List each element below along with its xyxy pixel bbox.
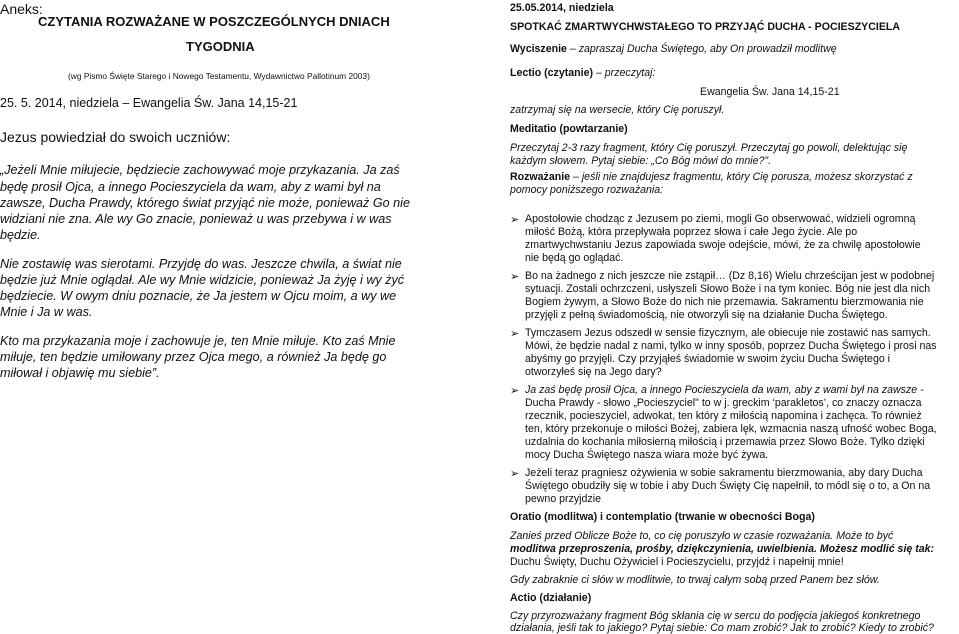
intro-text: Jezus powiedział do swoich uczniów: (0, 129, 231, 145)
arrow-bullet-icon: ➢ (510, 385, 520, 397)
arrow-bullet-icon: ➢ (510, 214, 520, 226)
silence-row (510, 43, 837, 55)
reading-date: 25.05.2014, niedziela (510, 2, 614, 14)
bullet-line: miłość Bożą, która przepływała poprzez słowa i całe Jego życie. Ale po (525, 226, 858, 238)
actio-label: Actio (działanie) (510, 592, 592, 604)
arrow-bullet-icon: ➢ (510, 468, 520, 480)
lectio-row (510, 67, 655, 79)
gospel-line: Mnie i Ja w was. (0, 305, 93, 319)
source-note: (wg Pismo Święte Starego i Nowego Testamentu, Wydawnictwo Pallotinum 2003) (68, 71, 370, 81)
gospel-line: będę prosił Ojca, a innego Pocieszyciela da wam, aby z wami był na (0, 180, 381, 194)
bullet-line: Ducha Prawdy - słowo „Pocieszyciel" to w j. greckim ‘parakletos’, co znaczy oznacza (525, 397, 922, 409)
bullet-line: zmartwychwstaniu Jezus zapowiada swoje odejście, mówi, że za chwilę apostołowie (525, 239, 921, 251)
annex-label: Aneks: (0, 1, 43, 17)
page-title-line2: TYGODNIA (186, 39, 255, 54)
bullet-line: pewno przyjdzie (525, 493, 601, 505)
lectio-label: Lectio (czytanie) (510, 67, 594, 79)
arrow-bullet-icon: ➢ (510, 328, 520, 340)
bullet-line: rzecznik, pocieszyciel, adwokat, ten który z miłością napomina i zachęca. To również (525, 410, 922, 422)
date-heading: 25. 5. 2014, niedziela – Ewangelia Św. Jana 14,15-21 (0, 96, 298, 110)
bullet-line: Apostołowie chodząc z Jezusem po ziemi, mogli Go obserwować, widzieli ogromną (525, 213, 916, 225)
meditatio-line: Przeczytaj 2-3 razy fragment, który Cię poruszył. Przeczytaj go powoli, delektując się (510, 142, 908, 154)
gospel-line: Nie zostawię was sierotami. Przyjdę do was. Jeszcze chwila, a świat nie (0, 257, 402, 271)
bullet-line: uzdalnia do kochania miłosierną miłością i przemawia przez Słowo Boże. Tylko dzięki (525, 436, 925, 448)
reflection-row (510, 171, 913, 183)
meditatio-label: Meditatio (powtarzanie) (510, 123, 628, 135)
oratio-line: Zanieś przed Oblicze Boże to, co cię poruszyło w czasie rozważania. Może to być (510, 530, 894, 542)
arrow-bullet-icon: ➢ (510, 271, 520, 283)
reflection-text: – jeśli nie znajdujesz fragmentu, który Cię porusza, możesz skorzystać z (570, 171, 913, 183)
reading-heading: SPOTKAĆ ZMARTWYCHWSTAŁEGO TO PRZYJĄĆ DUCHA - POCIESZYCIELA (510, 21, 901, 33)
bullet-line: Jeżeli teraz pragniesz ożywienia w sobie sakramentu bierzmowania, aby dary Ducha (525, 467, 923, 479)
silence-label: Wyciszenie (510, 43, 567, 55)
gospel-line: miłował i objawię mu siebie”. (0, 366, 160, 380)
actio-line: działania, jeśli tak to jakiego? Pytaj siebie: Co mam zrobić? Jak to zrobić? Kiedy to zrobić? (510, 622, 934, 634)
oratio-line: Duchu Święty, Duchu Ożywiciel i Pocieszycielu, przyjdź i napełnij mnie! (510, 556, 844, 568)
actio-line: Czy przyrozważany fragment Bóg skłania cię w sercu do podjęcia jakiegoś konkretnego (510, 610, 921, 622)
stop-text: zatrzymaj się na wersecie, który Cię poruszył. (510, 104, 725, 116)
gospel-line: miłuje, ten będzie umiłowany przez Ojca mego, a również Ja będę go (0, 350, 387, 364)
stay-text: Gdy zabraknie ci słów w modlitwie, to trwaj całym sobą przed Panem bez słów. (510, 574, 880, 586)
bullet-line: otworzyłeś się na Jego dary? (525, 366, 662, 378)
lectio-text: – przeczytaj: (593, 67, 656, 79)
gospel-line: będzie. (0, 228, 41, 242)
bullet-line: ten, który przekonuje o miłości Bożej, zabiera lęk, wzmacnia naszą ufność wobec Boga, (525, 423, 937, 435)
silence-text: – zapraszaj Ducha Świętego, aby On prowadził modlitwę (566, 43, 837, 55)
bullet-line: Świętego obudziły się w tobie i aby Duch Święty Cię napełnił, to módl się o to, a On na (525, 480, 931, 492)
meditatio-line: każdym słowem. Pytaj siebie: „Co Bóg mówi do mnie?". (510, 155, 772, 167)
oratio-label: Oratio (modlitwa) i contemplatio (trwanie w obecności Boga) (510, 511, 815, 523)
reflection-line: pomocy poniższego rozważania: (510, 184, 664, 196)
bullet-line: przyjęli z pełną świadomością, nie otworzyli się na działanie Ducha Świętego. (525, 309, 888, 321)
bullet-line: Bogiem żywym, a Słowo Boże do nich nie przemawia. Sakramentu bierzmowania nie (525, 296, 924, 308)
oratio-line: modlitwa przeproszenia, prośby, dziękczynienia, uwielbienia. Możesz modlić się tak: (510, 543, 935, 555)
gospel-line: będziecie. W owym dniu poznacie, że Ja jestem w Ojcu moim, a wy we (0, 289, 397, 303)
bullet-line: Ja zaś będę prosił Ojca, a innego Pocieszyciela da wam, aby z wami był na zawsze - (525, 384, 924, 396)
bullet-line: sytuacji. Zostali ochrzczeni, usłyszeli Słowo Boże i na tym koniec. Bóg nie jest dla nich (525, 283, 931, 295)
gospel-line: widziani nie zna. Ale wy Go znacie, ponieważ u was przebywa i w was (0, 212, 392, 226)
bullet-line: Mówi, że będzie nadal z nami, tylko w inny sposób, poprzez Ducha Świętego i prosi nas (525, 340, 937, 352)
gospel-line: Kto ma przykazania moje i zachowuje je, ten Mnie miłuje. Kto zaś Mnie (0, 334, 396, 348)
page-title: CZYTANIA ROZWAŻANE W POSZCZEGÓLNYCH DNIACH (38, 14, 390, 29)
bullet-line: mocy Ducha Świętego nasza wiara może być żywa. (525, 449, 769, 461)
gospel-line: będzie już Mnie oglądał. Ale wy Mnie widzicie, ponieważ Ja żyję i wy żyć (0, 273, 405, 287)
bullet-line: abyśmy go przyjęli. Czy przyjąłeś świadomie w swoim życiu Ducha Świętego i (525, 353, 891, 365)
gospel-line: „Jeżeli Mnie miłujecie, będziecie zachowywać moje przykazania. Ja zaś (0, 163, 400, 177)
bullet-line: nie będą go oglądać. (525, 252, 624, 264)
bullet-line: Bo na żadnego z nich jeszcze nie zstąpił… (Dz 8,16) Wielu chrześcijan jest w podobnej (525, 270, 935, 282)
reflection-label: Rozważanie (510, 171, 571, 183)
gospel-reference: Ewangelia Św. Jana 14,15-21 (700, 86, 840, 98)
bullet-line: Tymczasem Jezus odszedł w sensie fizycznym, ale obiecuje nie zostawić nas samych. (525, 327, 931, 339)
gospel-line: zawsze, Ducha Prawdy, którego świat przyjąć nie może, ponieważ Go nie (0, 196, 410, 210)
